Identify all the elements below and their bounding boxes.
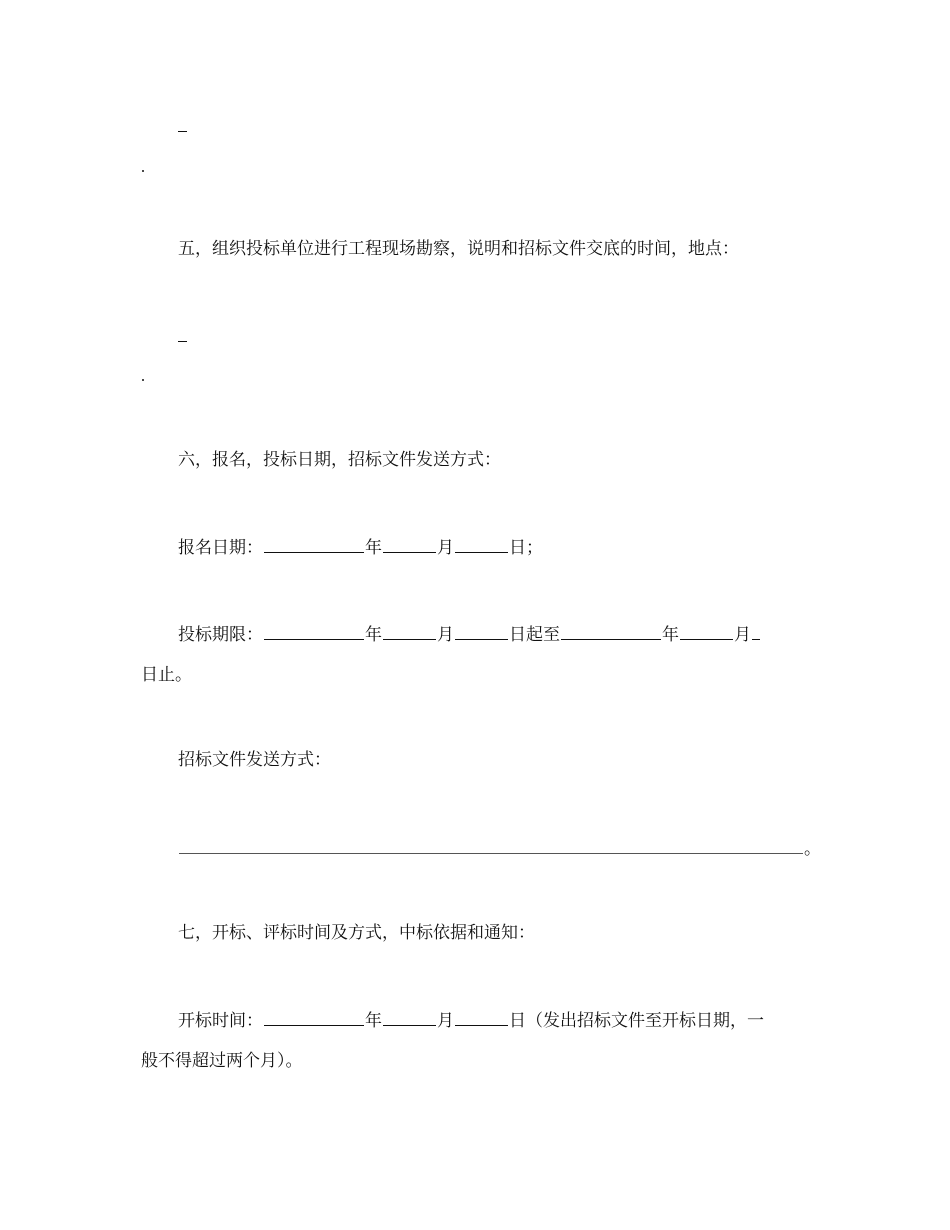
year-unit: 年: [365, 625, 382, 645]
bid-period-line: [178, 622, 761, 646]
start-day-blank[interactable]: [455, 622, 508, 640]
registration-date-line: [178, 535, 543, 559]
day-blank[interactable]: [455, 535, 508, 553]
month-unit: 月: [437, 625, 454, 645]
end-day-blank[interactable]: [752, 622, 760, 640]
end-month-blank[interactable]: [680, 622, 733, 640]
delivery-method-blank[interactable]: [179, 836, 803, 854]
delivery-method-line: [178, 836, 821, 860]
month-blank[interactable]: [383, 535, 436, 553]
section-6-heading: 六，报名，投标日期，招标文件发送方式：: [178, 450, 501, 470]
start-month-blank[interactable]: [383, 622, 436, 640]
day-unit: 日；: [509, 538, 543, 558]
opening-time-label: 开标时间：: [178, 1011, 263, 1031]
opening-time-line: [178, 1008, 764, 1032]
blank-marker-dot: [142, 379, 144, 381]
opening-note: 日（发出招标文件至开标日期，一: [509, 1011, 764, 1031]
bid-period-label: 投标期限：: [178, 625, 263, 645]
period-mark: 。: [804, 839, 821, 859]
blank-marker-dot: [142, 170, 144, 172]
start-year-blank[interactable]: [264, 622, 364, 640]
month-unit: 月: [437, 538, 454, 558]
opening-note-continued: 般不得超过两个月）。: [141, 1051, 303, 1071]
blank-marker: [178, 131, 187, 132]
month-unit: 月: [734, 625, 751, 645]
opening-month-blank[interactable]: [383, 1008, 436, 1026]
end-year-blank[interactable]: [561, 622, 661, 640]
blank-marker: [178, 341, 187, 342]
delivery-method-label: 招标文件发送方式：: [178, 750, 331, 770]
month-unit: 月: [437, 1011, 454, 1031]
opening-year-blank[interactable]: [264, 1008, 364, 1026]
opening-day-blank[interactable]: [455, 1008, 508, 1026]
registration-date-label: 报名日期：: [178, 538, 263, 558]
year-unit: 年: [365, 538, 382, 558]
section-5-heading: 五，组织投标单位进行工程现场勘察，说明和招标文件交底的时间，地点：: [178, 239, 739, 259]
year-blank[interactable]: [264, 535, 364, 553]
section-7-heading: 七，开标、评标时间及方式，中标依据和通知：: [178, 923, 535, 943]
bid-period-from: 日起至: [509, 625, 560, 645]
year-unit: 年: [662, 625, 679, 645]
year-unit: 年: [365, 1011, 382, 1031]
bid-period-end: 日止。: [141, 665, 192, 685]
